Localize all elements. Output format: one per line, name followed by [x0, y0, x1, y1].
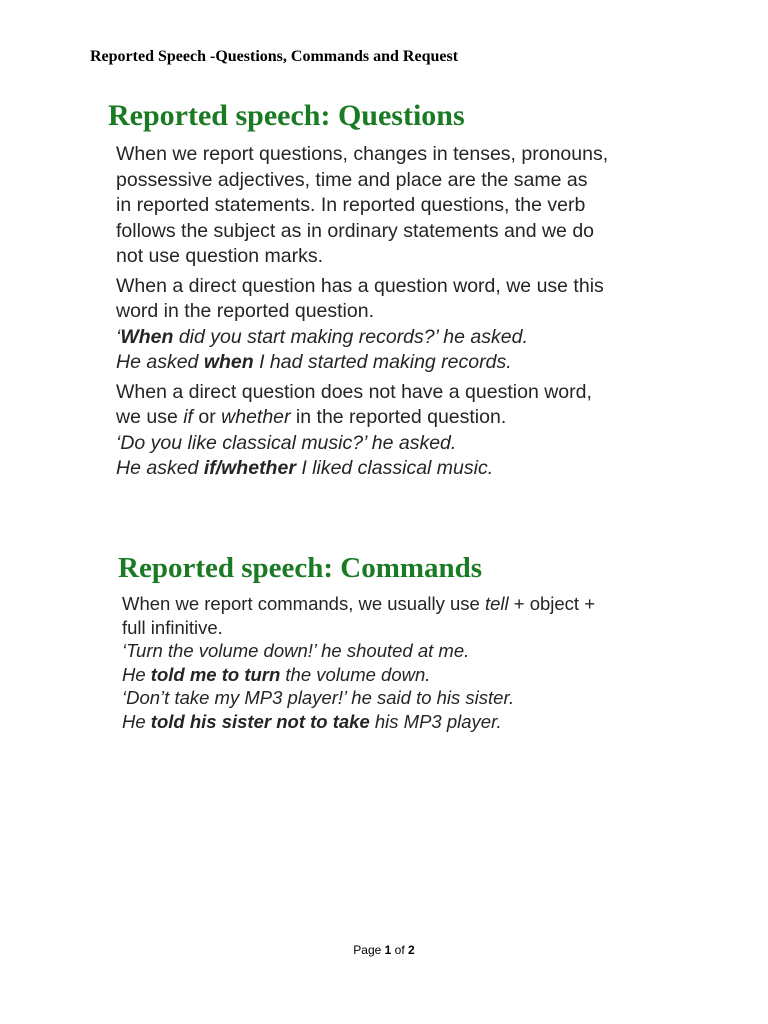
- example-direct-question: ‘When did you start making records?’ he asked.: [116, 325, 528, 348]
- commands-heading: Reported speech: Commands: [118, 552, 483, 584]
- questions-section: [108, 98, 708, 486]
- commands-section: [118, 550, 718, 737]
- rule-line: When a direct question does not have a question word,: [116, 380, 592, 403]
- rule-line: When we report commands, we usually use tell + object +: [122, 593, 596, 614]
- example-direct-question: ‘Do you like classical music?’ he asked.: [116, 431, 457, 454]
- example-direct-command: ‘Turn the volume down!’ he shouted at me.: [122, 640, 470, 661]
- page-number-footer: Page 1 of 2: [353, 943, 415, 957]
- rule-line: When a direct question has a question word, we use this: [116, 274, 604, 297]
- commands-paragraph: [122, 592, 718, 733]
- questions-heading: Reported speech: Questions: [108, 99, 465, 132]
- no-question-word-paragraph: [116, 380, 708, 482]
- example-reported-command: He told his sister not to take his MP3 player.: [122, 710, 502, 732]
- intro-line: possessive adjectives, time and place are the same as: [116, 168, 588, 191]
- document-title: Reported Speech -Questions, Commands and Request: [90, 48, 459, 65]
- intro-line: follows the subject as in ordinary statements and we do: [116, 219, 595, 242]
- intro-line: When we report questions, changes in tenses, pronouns,: [116, 143, 609, 165]
- question-word-paragraph: [116, 274, 708, 376]
- intro-line: in reported statements. In reported questions, the verb: [116, 194, 586, 216]
- rule-line: full infinitive.: [122, 616, 223, 638]
- example-direct-command: ‘Don’t take my MP3 player!’ he said to his sister.: [122, 687, 515, 708]
- example-reported-question: He asked if/whether I liked classical music.: [116, 457, 494, 479]
- rule-line: we use if or whether in the reported question.: [116, 406, 507, 428]
- rule-line: word in the reported question.: [116, 300, 374, 322]
- intro-line: not use question marks.: [116, 245, 324, 267]
- questions-intro-paragraph: [116, 142, 708, 270]
- example-reported-command: He told me to turn the volume down.: [122, 663, 431, 685]
- example-reported-question: He asked when I had started making records.: [116, 351, 512, 373]
